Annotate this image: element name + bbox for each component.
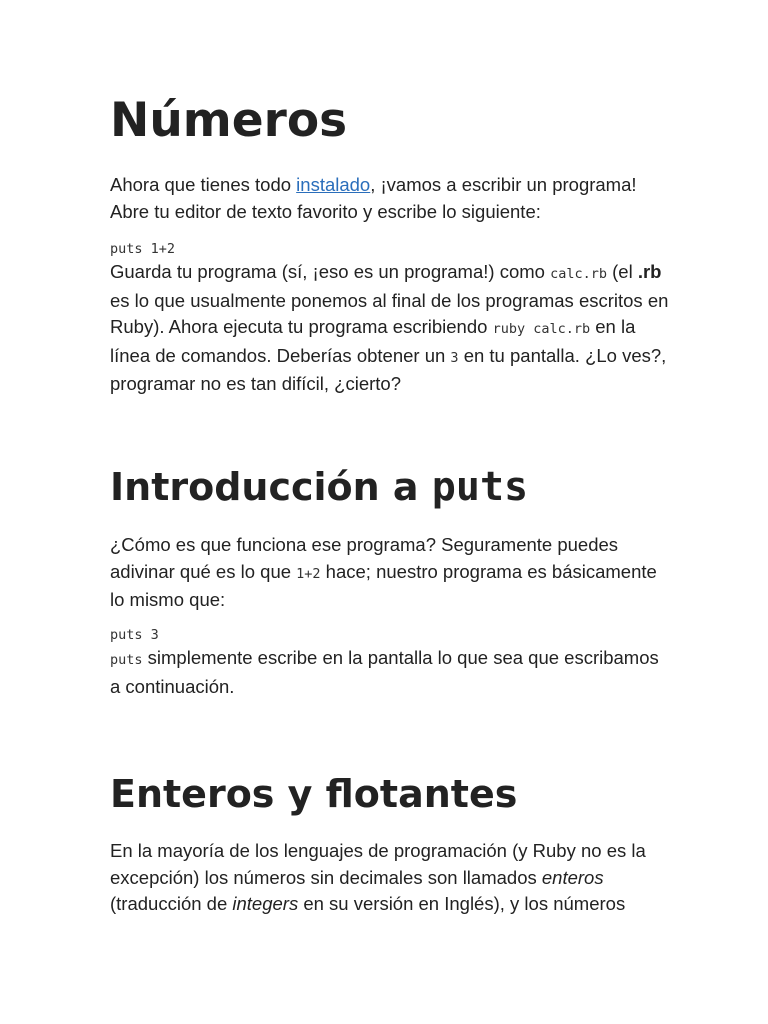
paragraph-puts-simplemente xyxy=(110,645,670,700)
paragraph-text: (el xyxy=(607,261,638,282)
paragraph-text: ¿Cómo es que funciona ese programa? Seguramente puedes adivinar qué es lo que xyxy=(110,534,619,582)
paragraph-text: hace; nuestro programa es básicamente lo mismo que: xyxy=(110,560,657,610)
paragraph-text: es lo que usualmente ponemos al final de los programas escritos en Ruby). Ahora ejecuta tu programa escribiendo xyxy=(110,289,669,337)
code-block-puts-3: puts 3 xyxy=(110,627,159,643)
paragraph-text: En la mayoría de los lenguajes de programación (y Ruby no es la excepción) los números sin decimales son llamados xyxy=(110,840,646,888)
heading-introduccion-puts xyxy=(110,464,528,510)
paragraph-text: en tu pantalla. ¿Lo ves?, programar no es tan difícil, ¿cierto? xyxy=(110,344,667,394)
inline-code-ruby-calc-rb: ruby calc.rb xyxy=(492,321,591,337)
inline-code-3: 3 xyxy=(450,349,459,366)
paragraph-text: Guarda tu programa (sí, ¡eso es un programa!) como xyxy=(110,261,551,282)
heading-text: Introducción a xyxy=(110,465,432,509)
inline-code-1-plus-2: 1+2 xyxy=(296,565,321,582)
italic-integers: integers xyxy=(232,893,299,914)
paragraph-enteros xyxy=(110,838,670,918)
link-instalado[interactable]: instalado xyxy=(296,174,371,195)
paragraph-text: en su versión en Inglés), y los números xyxy=(298,893,626,914)
paragraph-guarda xyxy=(110,259,670,398)
paragraph-text: Ahora que tienes todo xyxy=(110,174,297,195)
bold-rb: .rb xyxy=(637,261,662,282)
inline-code-puts: puts xyxy=(110,652,143,668)
code-block-puts-1-plus-2: puts 1+2 xyxy=(110,241,176,257)
inline-code-calc-rb: calc.rb xyxy=(550,266,607,282)
paragraph-text: (traducción de xyxy=(110,893,233,914)
paragraph-text: simplemente escribe en la pantalla lo que sea que escribamos a continuación. xyxy=(110,647,659,697)
paragraph-como-funciona xyxy=(110,532,670,614)
paragraph-text: , ¡vamos a escribir un programa! Abre tu editor de texto favorito y escribe lo siguiente: xyxy=(110,174,637,222)
italic-enteros: enteros xyxy=(541,866,604,888)
paragraph-text: en la línea de comandos. Deberías obtener un xyxy=(110,316,636,366)
heading-code-puts: puts xyxy=(431,464,529,510)
paragraph-intro xyxy=(110,172,670,225)
heading-numeros: Números xyxy=(110,93,348,148)
heading-enteros-flotantes: Enteros y flotantes xyxy=(110,772,518,816)
